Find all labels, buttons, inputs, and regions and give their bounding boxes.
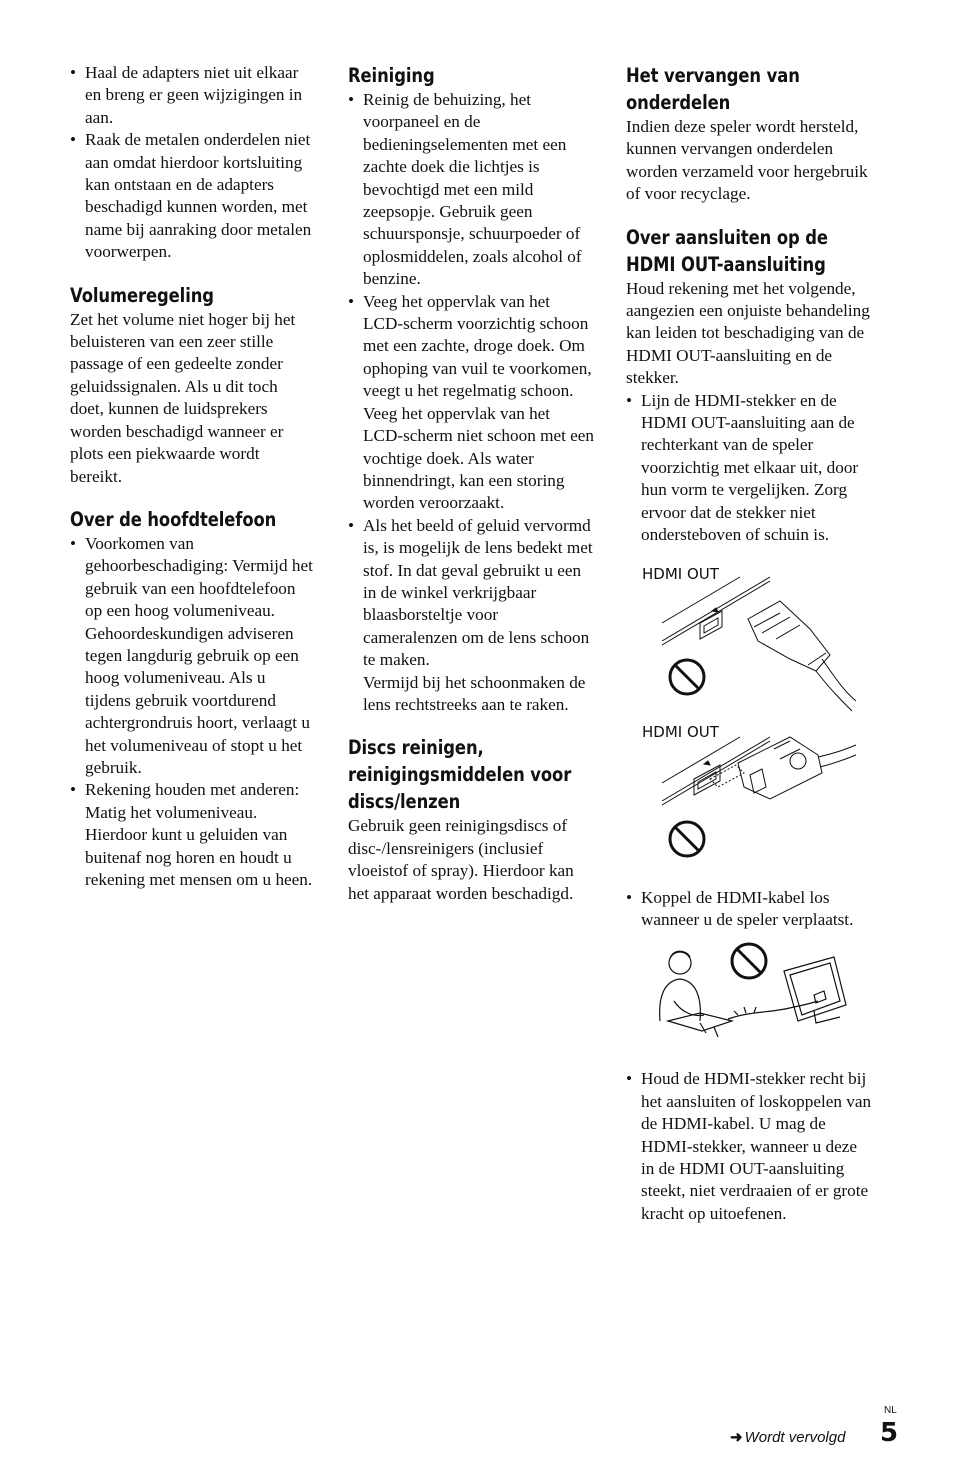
hdmi-bullets-2 bbox=[626, 887, 872, 932]
list-item: • Raak de metalen onderdelen niet aan omdat hierdoor kortsluiting kan ontstaan en de adapters beschadigd kunnen worden, met name bij aanraking door metalen voorwerpen. bbox=[70, 129, 314, 263]
headphones-heading: Over de hoofdtelefoon bbox=[70, 507, 277, 531]
parts-text: Indien deze speler wordt hersteld, kunnen vervangen onderdelen worden verzameld voor hergebruik of voor recyclage. bbox=[626, 117, 868, 204]
column-3 bbox=[626, 62, 872, 1225]
hdmi-out-label: HDMI OUT bbox=[642, 722, 719, 741]
parts-heading: Het vervangen van onderdelen bbox=[626, 64, 800, 114]
list-item-text: Veeg het oppervlak van het LCD-scherm voorzichtig schoon met een zachte, droge doek. Om ophoping van vuil te voorkomen, veegt u het regelmatig schoon. bbox=[363, 291, 592, 401]
list-item: • Reinig de behuizing, het voorpaneel en de bedieningselementen met een zachte doek die lichtjes is bevochtigd met een mild zeepsopje. Gebruik geen schuursponsje, schuurpoeder of oplosmiddelen, zoals alcohol of benzine. bbox=[348, 89, 594, 291]
disconnect-cable-illustration bbox=[654, 941, 854, 1046]
list-item-text: Als het beeld of geluid vervormd is, is mogelijk de lens bedekt met stof. In dat geval gebruikt u een in de winkel verkrijgbaar blaasborsteltje voor cameralenzen om de lens schoon te maken. bbox=[363, 515, 593, 670]
page-number: 5 bbox=[880, 1418, 899, 1448]
list-item: • Haal de adapters niet uit elkaar en breng er geen wijzigingen in aan. bbox=[70, 62, 314, 129]
list-item: • Houd de HDMI-stekker recht bij het aansluiten of loskoppelen van de HDMI-kabel. U mag de HDMI-stekker, wanneer u deze in de HDMI OUT-aansluiting steekt, niet verdraaien of er grote kracht op uitoefenen. bbox=[626, 1068, 872, 1225]
column-1 bbox=[70, 62, 314, 891]
language-code: NL bbox=[884, 1405, 897, 1416]
continued-label: Wordt vervolgd bbox=[744, 1429, 846, 1446]
hdmi-alignment-illustration bbox=[640, 559, 860, 869]
hdmi-text: Houd rekening met het volgende, aangezien een onjuiste behandeling kan leiden tot beschadiging van de HDMI OUT-aansluiting en de stekker. bbox=[626, 278, 870, 388]
volume-heading: Volumeregeling bbox=[70, 283, 214, 307]
headphones-bullets bbox=[70, 533, 314, 892]
continued-note bbox=[730, 1428, 845, 1446]
cleaning-bullets bbox=[348, 89, 594, 716]
list-item bbox=[348, 291, 594, 515]
list-item: • Koppel de HDMI-kabel los wanneer u de speler verplaatst. bbox=[626, 887, 872, 932]
hdmi-bullets-3 bbox=[626, 1068, 872, 1225]
discs-text: Gebruik geen reinigingsdiscs of disc-/lensreinigers (inclusief vloeistof of spray). Hierdoor kan het apparaat worden beschadigd. bbox=[348, 816, 574, 903]
hdmi-heading: Over aansluiten op de HDMI OUT-aansluiting bbox=[626, 225, 828, 276]
hdmi-out-label: HDMI OUT bbox=[642, 564, 719, 583]
discs-heading: Discs reinigen, reinigingsmiddelen voor discs/lenzen bbox=[348, 736, 572, 814]
hdmi-bullets-1 bbox=[626, 390, 872, 547]
list-item: • Rekening houden met anderen: Matig het volumeniveau. Hierdoor kunt u geluiden van buitenaf nog horen en houdt u rekening met mensen om u heen. bbox=[70, 779, 314, 891]
list-item: • Lijn de HDMI-stekker en de HDMI OUT-aansluiting aan de rechterkant van de speler voorzichtig met elkaar uit, door hun vorm te vergelijken. Zorg ervoor dat de stekker niet ondersteboven of schuin is. bbox=[626, 390, 872, 547]
column-2 bbox=[348, 62, 594, 905]
arrow-right-icon: ➜ bbox=[730, 1429, 743, 1446]
list-item-extra: Veeg het oppervlak van het LCD-scherm niet schoon met een vochtige doek. Als water binnendringt, kan een storing worden veroorzaakt. bbox=[363, 403, 595, 513]
volume-text: Zet het volume niet hoger bij het beluisteren van een zeer stille passage of een gedeelte zonder geluidssignalen. Als u dit toch doet, kunnen de luidsprekers worden beschadigd wanneer er plots een piekwaarde wordt bereikt. bbox=[70, 309, 296, 486]
list-item-extra: Vermijd bij het schoonmaken de lens rechtstreeks aan te raken. bbox=[363, 672, 586, 714]
adapter-bullets bbox=[70, 62, 314, 264]
list-item bbox=[348, 515, 594, 717]
cleaning-heading: Reiniging bbox=[348, 64, 435, 87]
list-item: • Voorkomen van gehoorbeschadiging: Vermijd het gebruik van een hoofdtelefoon op een hoog volumeniveau. Gehoordeskundigen adviseren tegen langdurig gebruik op een hoog volumeniveau. Als u tijdens gebruik voortdurend achtergrondruis hoort, verlaagt u het volumeniveau of stopt u het gebruik. bbox=[70, 533, 314, 779]
